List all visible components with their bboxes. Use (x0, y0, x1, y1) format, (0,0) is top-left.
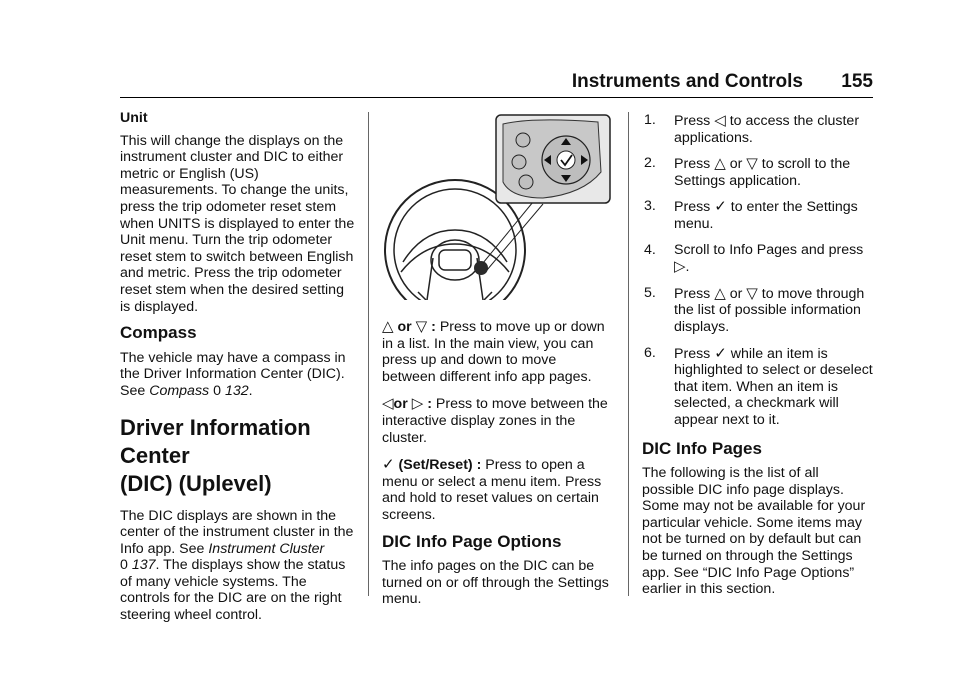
dic-info-pages-paragraph: The following is the list of all possible DIC info page displays. Some may not be available for your particular vehicle. Some items may not be turned on by default but can be turned on through the Settings app. See “DIC Info Page Options” earlier in this section. (642, 465, 866, 598)
left-icon: ◁ (382, 394, 394, 413)
down-icon: ▽ (746, 154, 758, 173)
dic-info-pages-heading: DIC Info Pages (642, 438, 762, 458)
check-icon: ✓ (714, 197, 727, 216)
column-1 (120, 110, 355, 634)
list-item: 2. Press △ or ▽ to scroll to the Settings application. (644, 154, 851, 189)
down-icon: ▽ (746, 283, 758, 302)
column-divider-left (368, 112, 369, 596)
leftright-or: or (393, 396, 408, 413)
leftright-paragraph (382, 395, 612, 446)
dic-paragraph (120, 508, 355, 624)
compass-page-ref[interactable]: 132 (224, 382, 249, 399)
page-ref-icon: 0 (120, 557, 128, 574)
check-icon: ✓ (714, 343, 727, 362)
list-item: 6. Press ✓ while an item is highlighted to select or deselect that item. When an item is selected, a checkmark will appear next to it. (644, 343, 873, 428)
steering-wheel-figure (383, 112, 613, 300)
updown-text: Press to move up or down in a list. In the main view, you can press up and down to move between different info app pages. (382, 319, 605, 385)
column-3 (642, 112, 874, 608)
left-icon: ◁ (714, 111, 726, 129)
list-item: 4. Scroll to Info Pages and press ▷. (644, 241, 864, 276)
voice-button-icon (516, 133, 530, 147)
leftright-colon: : (427, 396, 432, 413)
unit-heading: Unit (120, 110, 148, 126)
list-item: 1. Press ◁ to access the cluster applications. (644, 111, 860, 146)
dic-heading-line2: (DIC) (Uplevel) (120, 470, 272, 496)
dic-text: The DIC displays are shown in the center of the instrument cluster in the Info app. See (120, 507, 354, 557)
compass-text: The vehicle may have a compass in the Driver Information Center (DIC). See (120, 349, 346, 399)
compass-link[interactable]: Compass (149, 382, 210, 399)
column-2 (382, 318, 612, 618)
down-icon: ▽ (415, 317, 428, 335)
page-ref-icon: 0 (213, 382, 221, 399)
dic-text-2: . The displays show the status of many vehicle systems. The controls for the DIC are on the right steering wheel control. (120, 557, 346, 624)
updown-paragraph (382, 318, 612, 385)
compass-heading: Compass (120, 323, 197, 343)
control-highlight (474, 261, 488, 275)
select-button-icon (557, 151, 575, 169)
instrument-cluster-page-ref[interactable]: 137 (131, 557, 156, 574)
list-item: 3. Press ✓ to enter the Settings menu. (644, 197, 858, 232)
compass-paragraph: The vehicle may have a compass in the Driver Information Center (DIC). See Compass 0 132. (120, 349, 346, 399)
right-icon: ▷ (674, 257, 686, 276)
unit-paragraph: This will change the displays on the instrument cluster and DIC to either metric or English (US) measurements. To change the units, press the trip odometer reset stem when UNITS is displayed to enter the Unit menu. Turn the trip odometer reset stem to switch between English and metric. Press the trip odometer reset stem when the desired setting is displayed. (120, 132, 355, 315)
steps-list (642, 112, 874, 429)
updown-colon: : (431, 319, 436, 335)
phone-button-icon (512, 155, 526, 169)
dic-options-heading: DIC Info Page Options (382, 531, 562, 551)
dic-heading-line1: Driver Information Center (120, 414, 311, 468)
up-icon: △ (714, 283, 726, 302)
up-icon: △ (714, 154, 726, 173)
up-icon: △ (382, 317, 394, 335)
end-call-button-icon (519, 175, 533, 189)
list-item: 5. Press △ or ▽ to move through the list of possible information displays. (644, 283, 865, 335)
setreset-text: Press to open a menu or select a menu item. Press and hold to reset values on certain screens. (382, 457, 602, 523)
right-icon: ▷ (411, 394, 424, 413)
instrument-cluster-link[interactable]: Instrument Cluster (208, 540, 325, 557)
check-icon: ✓ (382, 455, 395, 474)
leftright-text: Press to move between the interactive display zones in the cluster. (382, 396, 608, 446)
setreset-label: (Set/Reset) : (398, 457, 482, 474)
setreset-paragraph (382, 456, 612, 523)
page-number: 155 (841, 71, 873, 92)
dic-options-paragraph: The info pages on the DIC can be turned on or off through the Settings menu. (382, 558, 609, 608)
updown-or: or (397, 319, 412, 335)
section-title: Instruments and Controls (571, 71, 803, 92)
page-header (120, 71, 873, 98)
column-divider-right (628, 112, 629, 596)
dic-heading (120, 414, 355, 498)
